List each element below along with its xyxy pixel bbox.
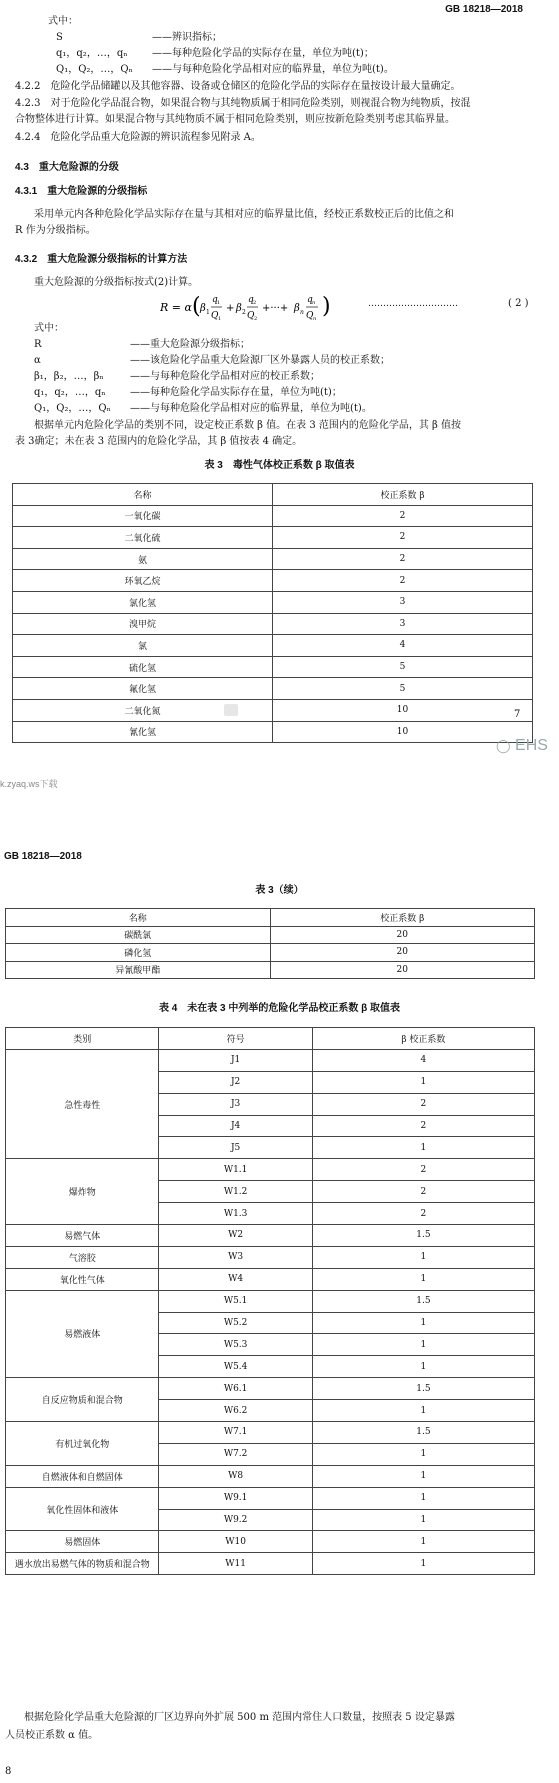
- para-beta-line1: 根据单元内危险化学品的类别不同，设定校正系数 β 值。在表 3 范围内的危险化学品，其 β 值按: [34, 420, 461, 431]
- clause-4-2-4: 4.2.4 危险化学品重大危险源的辨识流程参见附录 A。: [15, 132, 261, 143]
- table-cell: 2: [273, 570, 533, 592]
- table-cell: 二氧化硫: [13, 527, 273, 549]
- table-cell: W6.2: [159, 1400, 312, 1422]
- table-header: 校正系数 β: [273, 484, 533, 506]
- table-cell: 1.5: [312, 1225, 534, 1247]
- definition-row: β₁，β₂，…，βₙ ——与每种危险化学品相对应的校正系数；: [34, 371, 320, 382]
- table-cell: W6.1: [159, 1378, 312, 1400]
- table-cell: J2: [159, 1071, 312, 1093]
- table-cell: 1: [312, 1137, 534, 1159]
- definition-row: q₁，q₂，…，qₙ ——每种危险化学品的实际存在量，单位为吨(t)；: [56, 48, 374, 59]
- table-cell: 氯化氢: [13, 591, 273, 613]
- category-cell: 爆炸物: [6, 1159, 159, 1225]
- image-placeholder-icon: [224, 704, 238, 716]
- clause-4-2-2: 4.2.2 危险化学品储罐以及其他容器、设备或仓储区的危险化学品的实际存在量按设计最大量确定。: [15, 81, 461, 92]
- table-row: [13, 635, 533, 657]
- table-row: [6, 1225, 535, 1247]
- table-cell: 氨: [13, 548, 273, 570]
- table-cell: W3: [159, 1246, 312, 1268]
- table-cell: W7.2: [159, 1443, 312, 1465]
- category-cell: 遇水放出易燃气体的物质和混合物: [6, 1553, 159, 1575]
- table-cell: 碳酰氯: [6, 926, 271, 944]
- table-row: [13, 591, 533, 613]
- table-row: [6, 1422, 535, 1444]
- table-cell: 一氧化碳: [13, 505, 273, 527]
- table-cell: 1: [312, 1334, 534, 1356]
- table-cell: W9.1: [159, 1487, 312, 1509]
- page2-standard-number: GB 18218—2018: [4, 851, 82, 862]
- table-cell: 二氧化氮: [13, 699, 273, 721]
- table-cell: 氰化氢: [13, 721, 273, 743]
- definitions-1: [56, 30, 536, 78]
- table-cell: 2: [273, 527, 533, 549]
- table-cell: 1: [312, 1400, 534, 1422]
- table-row: [6, 1378, 535, 1400]
- table-cell: 硫化氢: [13, 656, 273, 678]
- table-cell: 1.5: [312, 1378, 534, 1400]
- table-header: 名称: [13, 484, 273, 506]
- category-cell: 有机过氧化物: [6, 1422, 159, 1466]
- table-row: [13, 548, 533, 570]
- table-cell: 氯: [13, 635, 273, 657]
- table-cell: 2: [273, 505, 533, 527]
- table-cell: 磷化氢: [6, 944, 271, 962]
- category-cell: 易燃固体: [6, 1531, 159, 1553]
- svg-text:q: q: [307, 295, 313, 305]
- table3-continued-title: 表 3（续）: [255, 885, 304, 896]
- table-cell: J5: [159, 1137, 312, 1159]
- table-cell: W1.2: [159, 1181, 312, 1203]
- table-cell: W11: [159, 1553, 312, 1575]
- formula-2: [160, 290, 360, 324]
- definition-row: Q₁，Q₂，…，Qₙ ——与每种危险化学品相对应的临界量，单位为吨(t)。: [34, 403, 372, 414]
- category-cell: 急性毒性: [6, 1049, 159, 1158]
- table-row: [13, 527, 533, 549]
- para-4-3-1-line1: 采用单元内各种危险化学品实际存在量与其相对应的临界量比值，经校正系数校正后的比值之和: [34, 209, 454, 220]
- table-row: [6, 961, 535, 979]
- table-cell: 10: [273, 699, 533, 721]
- table-row: [6, 1049, 535, 1071]
- table-cell: 异氰酸甲酯: [6, 961, 271, 979]
- table-cell: 2: [312, 1115, 534, 1137]
- table-cell: 1.5: [312, 1422, 534, 1444]
- table-cell: 1: [312, 1531, 534, 1553]
- svg-text:n: n: [300, 309, 304, 316]
- table-header: 符号: [159, 1028, 312, 1050]
- para-alpha-line2: 人员校正系数 α 值。: [5, 1730, 99, 1741]
- table-cell: 10: [273, 721, 533, 743]
- where-label-2: 式中：: [34, 323, 64, 334]
- svg-text:Q: Q: [247, 311, 255, 321]
- table-cell: J1: [159, 1049, 312, 1071]
- table-cell: W5.1: [159, 1290, 312, 1312]
- table-cell: 3: [273, 613, 533, 635]
- table-cell: 1: [312, 1246, 534, 1268]
- table-cell: W8: [159, 1465, 312, 1487]
- table-cell: 1: [312, 1356, 534, 1378]
- table-cell: 4: [312, 1049, 534, 1071]
- svg-text:1: 1: [206, 309, 210, 316]
- table-header: β 校正系数: [312, 1028, 534, 1050]
- table-cell: W1.1: [159, 1159, 312, 1181]
- table3: [12, 483, 533, 743]
- svg-text:q: q: [212, 295, 218, 305]
- table-cell: W10: [159, 1531, 312, 1553]
- svg-text:n: n: [313, 316, 317, 322]
- table-cell: J3: [159, 1093, 312, 1115]
- table-cell: 1: [312, 1312, 534, 1334]
- formula-dots: …………………………: [368, 299, 458, 309]
- wechat-icon: ◯: [496, 738, 511, 753]
- table-cell: 1.5: [312, 1290, 534, 1312]
- formula-lhs: R = α: [160, 301, 192, 314]
- table-cell: 20: [270, 926, 535, 944]
- definition-row: R ——重大危险源分级指标；: [34, 339, 250, 350]
- definition-row: α ——该危险化学品重大危险源厂区外暴露人员的校正系数；: [34, 355, 390, 366]
- table3-continued: [5, 908, 535, 979]
- table-header: 校正系数 β: [270, 909, 535, 927]
- table-cell: W7.1: [159, 1422, 312, 1444]
- para-4-3-2: 重大危险源的分级指标按式(2)计算。: [34, 277, 199, 288]
- table-cell: 溴甲烷: [13, 613, 273, 635]
- clause-4-2-3-line1: 4.2.3 对于危险化学品混合物，如果混合物与其纯物质属于相同危险类别，则视混合物为纯物质，按混: [15, 98, 471, 109]
- page1-standard-number: GB 18218—2018: [445, 4, 523, 15]
- svg-text:q: q: [248, 295, 254, 305]
- table-header-row: [13, 484, 533, 506]
- table-row: [13, 721, 533, 743]
- table-cell: W5.2: [159, 1312, 312, 1334]
- table-row: [13, 656, 533, 678]
- para-beta-line2: 表 3确定；未在表 3 范围内的危险化学品，其 β 值按表 4 确定。: [15, 436, 303, 447]
- table-row: [13, 570, 533, 592]
- where-label-1: 式中：: [48, 16, 78, 27]
- table-row: [6, 1531, 535, 1553]
- category-cell: 氧化性气体: [6, 1268, 159, 1290]
- svg-text:Q: Q: [306, 311, 314, 321]
- table-cell: 1: [312, 1071, 534, 1093]
- definition-row: S ——辨识指标；: [56, 32, 222, 43]
- table-row: [6, 1159, 535, 1181]
- table-row: [13, 699, 533, 721]
- heading-4-3-2: 4.3.2 重大危险源分级指标的计算方法: [15, 254, 188, 265]
- heading-4-3: 4.3 重大危险源的分级: [15, 162, 119, 173]
- formula-number: ( 2 ): [508, 298, 529, 309]
- table-cell: 环氧乙烷: [13, 570, 273, 592]
- definition-row: q₁，q₂，…，qₙ ——每种危险化学品实际存在量，单位为吨(t)；: [34, 387, 342, 398]
- svg-text:n: n: [312, 300, 316, 306]
- table-cell: 20: [270, 961, 535, 979]
- category-cell: 自燃液体和自燃固体: [6, 1465, 159, 1487]
- svg-text:β: β: [294, 303, 300, 314]
- page1-number: 7: [514, 709, 521, 720]
- watermark-left: k.zyaq.ws下载: [0, 779, 58, 789]
- svg-text:1: 1: [217, 300, 221, 306]
- category-cell: 气溶胶: [6, 1246, 159, 1268]
- table-header: 类别: [6, 1028, 159, 1050]
- svg-text:): ): [322, 294, 331, 319]
- table-cell: 1: [312, 1443, 534, 1465]
- table-row: [6, 1465, 535, 1487]
- table-cell: 1: [312, 1465, 534, 1487]
- table-header-row: [6, 1028, 535, 1050]
- table-cell: 2: [312, 1203, 534, 1225]
- table-cell: 5: [273, 656, 533, 678]
- table-row: [6, 1290, 535, 1312]
- watermark-right: ◯ EHS: [496, 737, 548, 754]
- clause-4-2-3-line2: 合物整体进行计算。如果混合物与其纯物质不属于相同危险类别，则应按新危险类别考虑其临界量。: [15, 114, 455, 125]
- table-row: [13, 678, 533, 700]
- definition-row: Q₁，Q₂，…，Qₙ ——与每种危险化学品相对应的临界量，单位为吨(t)。: [56, 64, 394, 75]
- svg-text:2: 2: [242, 309, 246, 316]
- heading-4-3-1: 4.3.1 重大危险源的分级指标: [15, 186, 148, 197]
- table-cell: 1: [312, 1268, 534, 1290]
- table-cell: W2: [159, 1225, 312, 1247]
- table-cell: 2: [312, 1093, 534, 1115]
- table-row: [6, 944, 535, 962]
- table-cell: W9.2: [159, 1509, 312, 1531]
- svg-text:2: 2: [253, 300, 257, 306]
- table4: [5, 1027, 535, 1575]
- table-cell: 1: [312, 1509, 534, 1531]
- table-row: [6, 1487, 535, 1509]
- svg-text:2: 2: [254, 316, 258, 322]
- table-row: [6, 1246, 535, 1268]
- svg-text:+···+: +···+: [262, 303, 289, 314]
- table-cell: 5: [273, 678, 533, 700]
- table-header: 名称: [6, 909, 271, 927]
- table-cell: 2: [312, 1159, 534, 1181]
- category-cell: 氧化性固体和液体: [6, 1487, 159, 1531]
- table-cell: 氟化氢: [13, 678, 273, 700]
- para-alpha-line1: 根据危险化学品重大危险源的厂区边界向外扩展 500 m 范围内常住人口数量，按照表 5 设定暴露: [24, 1712, 455, 1723]
- table-row: [13, 613, 533, 635]
- category-cell: 易燃液体: [6, 1290, 159, 1378]
- svg-text:+: +: [226, 303, 235, 314]
- table-cell: W5.4: [159, 1356, 312, 1378]
- table-cell: 3: [273, 591, 533, 613]
- table-header-row: [6, 909, 535, 927]
- table-cell: 1: [312, 1487, 534, 1509]
- category-cell: 易燃气体: [6, 1225, 159, 1247]
- table-cell: 4: [273, 635, 533, 657]
- table-row: [6, 1268, 535, 1290]
- table3-title: 表 3 毒性气体校正系数 β 取值表: [204, 460, 355, 471]
- para-4-3-1-line2: R 作为分级指标。: [15, 225, 96, 236]
- table-cell: W1.3: [159, 1203, 312, 1225]
- svg-text:1: 1: [218, 316, 222, 322]
- category-cell: 自反应物质和混合物: [6, 1378, 159, 1422]
- table-cell: W4: [159, 1268, 312, 1290]
- table-row: [6, 1553, 535, 1575]
- formula-graphic: [160, 290, 360, 324]
- definitions-2: [34, 337, 534, 417]
- table-cell: 2: [312, 1181, 534, 1203]
- svg-text:β: β: [200, 303, 206, 314]
- table4-title: 表 4 未在表 3 中列举的危险化学品校正系数 β 取值表: [158, 1003, 401, 1014]
- svg-text:Q: Q: [211, 311, 219, 321]
- svg-text:(: (: [192, 294, 201, 319]
- table-row: [13, 505, 533, 527]
- table-cell: 2: [273, 548, 533, 570]
- table-cell: 1: [312, 1553, 534, 1575]
- table-cell: J4: [159, 1115, 312, 1137]
- table-cell: W5.3: [159, 1334, 312, 1356]
- svg-text:β: β: [236, 303, 242, 314]
- page2-number: 8: [5, 1766, 12, 1777]
- table-row: [6, 926, 535, 944]
- table-cell: 20: [270, 944, 535, 962]
